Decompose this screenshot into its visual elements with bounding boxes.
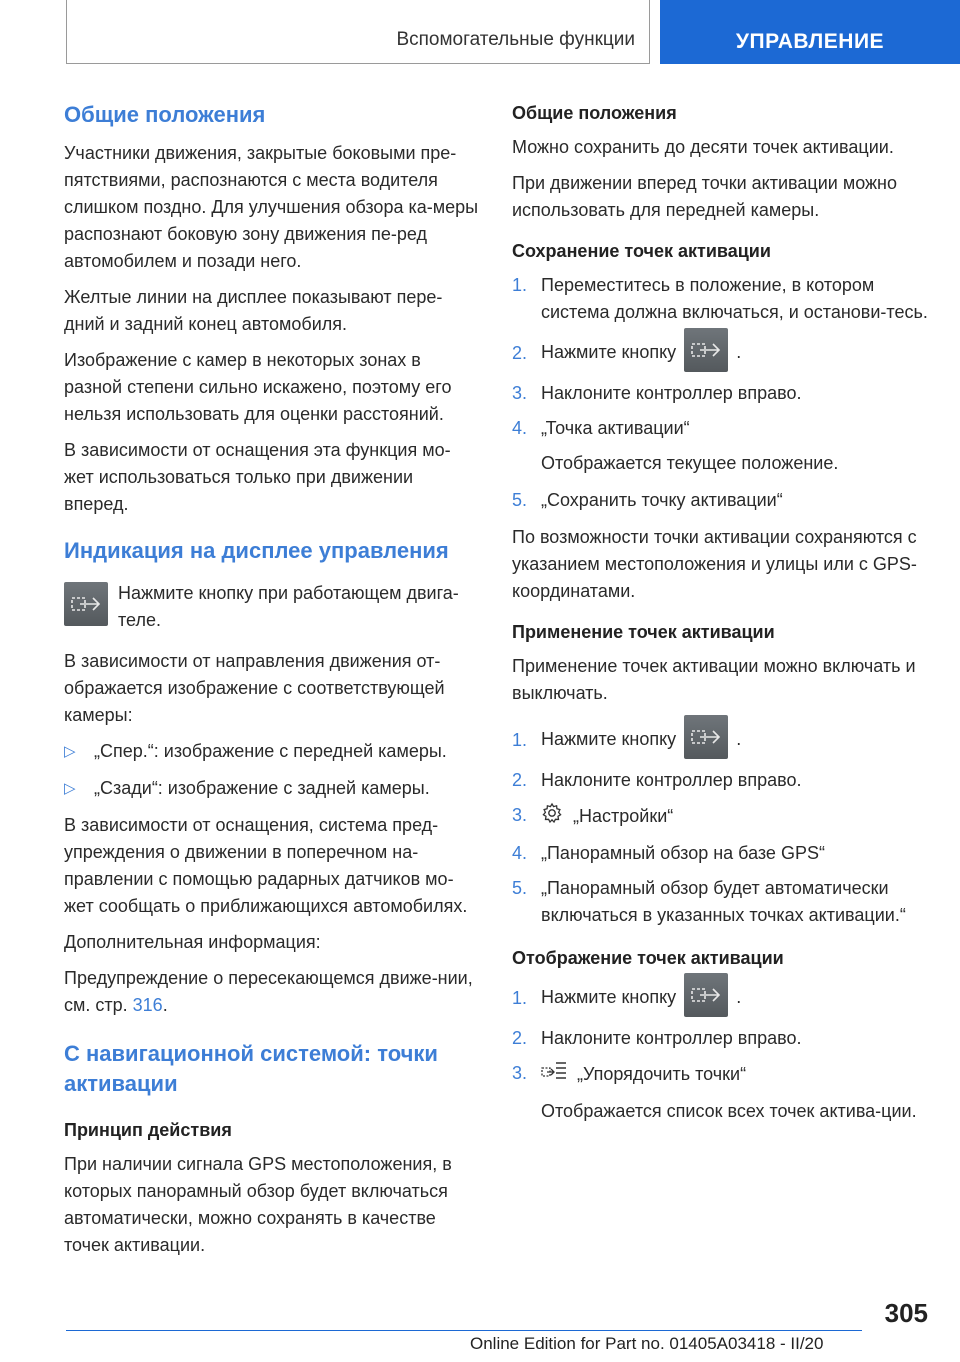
header-chapter-tab[interactable] [660, 0, 960, 64]
list-item [512, 415, 930, 442]
left-column [64, 100, 480, 1268]
step-number: 1. [512, 987, 528, 1008]
paragraph: По возможности точки активации сохраняются с указанием местоположения и улицы или с GPS-координатами. [512, 527, 917, 601]
step-number: 2. [512, 342, 528, 363]
subheading-save: Сохранение точек активации [512, 241, 771, 261]
save-steps-list-cont [512, 487, 930, 514]
step-number: 4. [512, 418, 528, 438]
paragraph: Желтые линии на дисплее показывают пере-дний и задний конец автомобиля. [64, 287, 443, 334]
step-text: „Сохранить точку активации“ [541, 490, 783, 510]
step-text: „Настройки“ [573, 805, 674, 826]
bullet-triangle-icon: ▷ [64, 780, 76, 797]
subheading-principle: Принцип действия [64, 1120, 232, 1140]
step-text: Наклоните контроллер вправо. [541, 383, 802, 403]
paragraph: В зависимости от оснащения, система пред-упреждения о движении в поперечном на-правлении с помощью радарных датчиков мо-жет сообщать о приближающихся автомобилях. [64, 815, 468, 916]
page-number: 305 [884, 1298, 928, 1328]
paragraph-text: Предупреждение о пересекающемся движе-нии, см. стр. [64, 968, 473, 1015]
list-item [512, 721, 930, 759]
save-steps-list [512, 272, 930, 442]
gear-icon [541, 802, 563, 832]
step-text: Нажмите кнопку [541, 341, 677, 362]
list-item [512, 487, 930, 514]
step-body [541, 802, 930, 832]
bullet-triangle-icon: ▷ [64, 743, 76, 760]
list-item [512, 979, 930, 1017]
step-number: 2. [512, 1028, 528, 1048]
step-number: 1. [512, 275, 528, 295]
paragraph: Дополнительная информация: [64, 932, 321, 952]
header-section-title: Вспомогательные функции [396, 29, 635, 50]
step-end: . [736, 986, 742, 1007]
bullet-text: „Сзади“: изображение с задней камеры. [94, 778, 430, 798]
page-link[interactable]: 316 [132, 995, 163, 1015]
right-column [512, 100, 930, 1135]
step-text: Наклоните контроллер вправо. [541, 770, 802, 790]
list-item [64, 775, 480, 802]
list-item [512, 1060, 930, 1090]
step-end: . [736, 728, 742, 749]
paragraph-end: . [162, 995, 168, 1015]
header-section-box [66, 0, 650, 64]
paragraph: Нажмите кнопку при работающем двига-теле. [118, 583, 459, 630]
step-body [541, 1060, 930, 1090]
apply-steps-list [512, 721, 930, 929]
list-item [64, 738, 480, 765]
step-number: 3. [512, 1063, 528, 1083]
camera-button-icon [64, 582, 108, 626]
sort-list-icon [541, 1060, 567, 1090]
subheading-apply: Применение точек активации [512, 622, 775, 642]
list-item [512, 840, 930, 867]
footer-edition: Online Edition for Part no. 01405A03418 - II/20 [470, 1334, 824, 1353]
paragraph: Можно сохранить до десяти точек активации. [512, 137, 894, 157]
step-text: Нажмите кнопку [541, 728, 677, 749]
camera-button-icon [684, 973, 728, 1017]
heading-display: Индикация на дисплее управления [64, 538, 449, 563]
step-note: Отображается текущее положение. [541, 453, 839, 473]
paragraph: В зависимости от оснащения эта функция мо-жет использоваться только при движении вперед. [64, 440, 451, 514]
step-text: Переместитесь в положение, в котором система должна включаться, и останови-тесь. [541, 275, 928, 322]
step-text: „Упорядочить точки“ [577, 1063, 747, 1084]
step-text: Нажмите кнопку [541, 986, 677, 1007]
step-text: „Панорамный обзор будет автоматически включаться в указанных точках активации.“ [541, 878, 906, 925]
paragraph: Участники движения, закрытые боковыми пре-пятствиями, распознаются с места водителя слишком поздно. Для улучшения обзора ка-меры распознают боковую зону движения пе-ред автомобилем и позади него. [64, 143, 479, 271]
paragraph: При наличии сигнала GPS местоположения, в которых панорамный обзор будет включаться автоматически, можно сохранять в качестве точек активации. [64, 1154, 452, 1255]
camera-button-icon [684, 328, 728, 372]
step-number: 1. [512, 729, 528, 750]
step-text: Наклоните контроллер вправо. [541, 1028, 802, 1048]
list-item [512, 802, 930, 832]
step-number: 3. [512, 805, 528, 825]
list-item [512, 334, 930, 372]
step-number: 4. [512, 843, 528, 863]
step-body [541, 334, 930, 372]
paragraph: Применение точек активации можно включать и выключать. [512, 656, 916, 703]
list-item [512, 767, 930, 794]
heading-navigation: С навигационной системой: точки активации [64, 1041, 438, 1096]
paragraph [64, 965, 480, 1019]
step-number: 2. [512, 770, 528, 790]
step-text: „Панорамный обзор на базе GPS“ [541, 843, 825, 863]
step-number: 5. [512, 878, 528, 898]
bullet-text: „Спер.“: изображение с передней камеры. [94, 741, 447, 761]
paragraph: Изображение с камер в некоторых зонах в разной степени сильно искажено, поэтому его нельзя использовать для оценки расстояний. [64, 350, 452, 424]
paragraph: При движении вперед точки активации можно использовать для передней камеры. [512, 173, 897, 220]
list-item [512, 272, 930, 326]
paragraph: В зависимости от направления движения от-ображается изображение с соответствующей камеры: [64, 651, 445, 725]
subheading-general: Общие положения [512, 103, 677, 123]
heading-general: Общие положения [64, 102, 266, 127]
list-item [512, 875, 930, 929]
step-body [541, 721, 930, 759]
step-body [541, 979, 930, 1017]
header-chapter-title: УПРАВЛЕНИЕ [735, 30, 885, 53]
step-number: 3. [512, 383, 528, 403]
footer-divider [66, 1330, 862, 1331]
list-item [512, 1025, 930, 1052]
subheading-display: Отображение точек активации [512, 948, 784, 968]
list-item [512, 380, 930, 407]
display-steps-list [512, 979, 930, 1090]
step-end: . [736, 341, 742, 362]
step-number: 5. [512, 490, 528, 510]
step-text: „Точка активации“ [541, 418, 690, 438]
camera-button-icon [684, 715, 728, 759]
camera-button-row [64, 580, 480, 634]
step-note: Отображается список всех точек актива-ции. [541, 1101, 917, 1121]
